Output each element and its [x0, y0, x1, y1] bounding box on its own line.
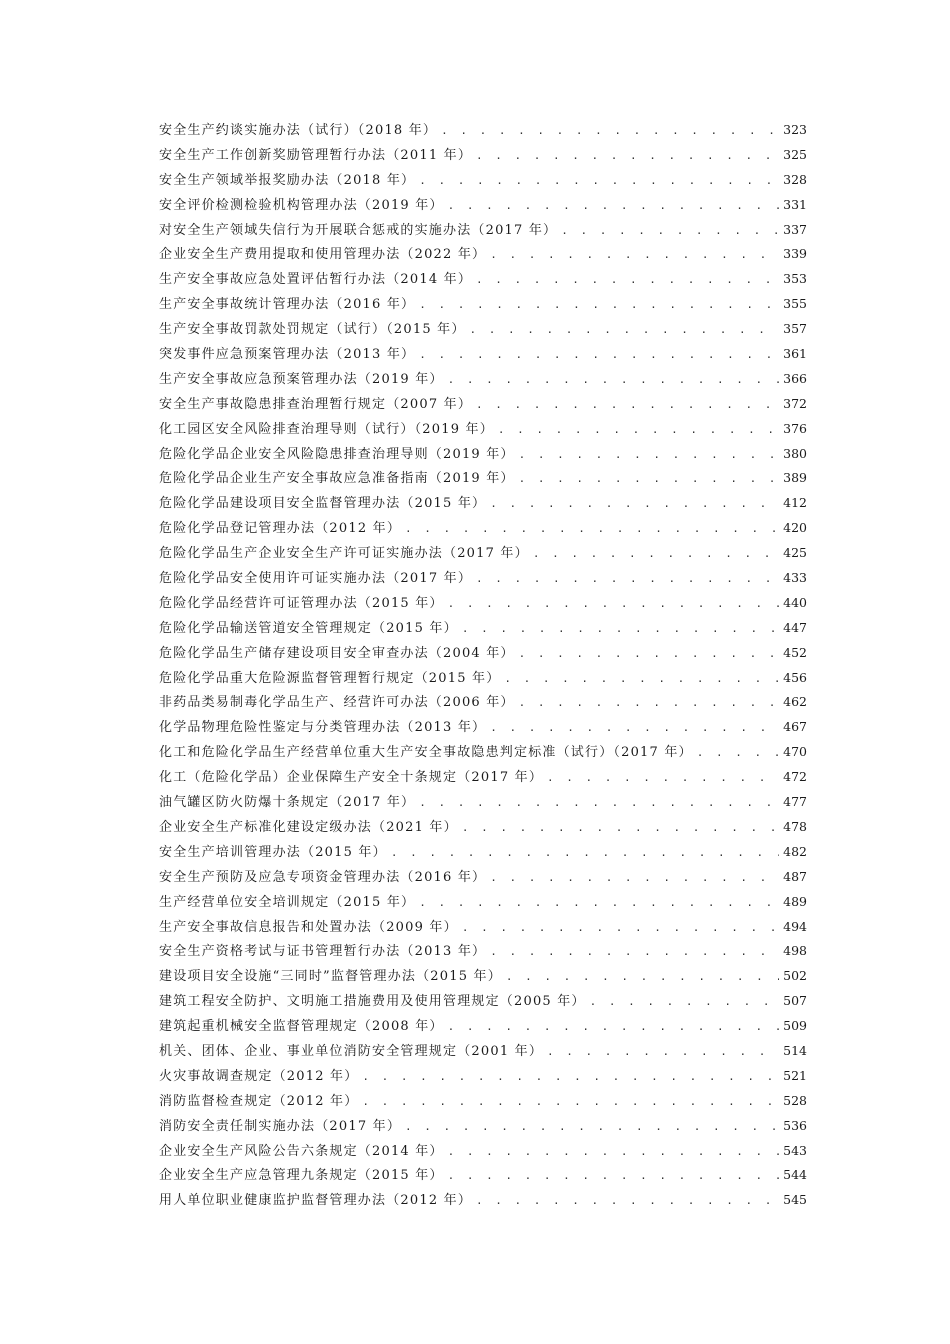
toc-dot-leader	[490, 492, 779, 517]
toc-entry-title: 建筑工程安全防护、文明施工措施费用及使用管理规定（2005 年）	[159, 994, 586, 1010]
toc-entry-page-number: 507	[783, 993, 807, 1009]
toc-entry	[159, 218, 807, 243]
toc-entry-page-number: 470	[783, 744, 807, 760]
toc-entry-title: 企业安全生产标准化建设定级办法（2021 年）	[159, 819, 458, 835]
toc-entry-title: 生产安全事故信息报告和处置办法（2009 年）	[159, 919, 458, 935]
toc-entry-title: 生产安全事故统计管理办法（2016 年）	[159, 297, 416, 313]
toc-dot-leader	[448, 1015, 779, 1040]
toc-entry	[159, 392, 807, 417]
toc-dot-leader	[462, 617, 779, 642]
toc-dot-leader	[462, 916, 779, 941]
toc-entry	[159, 964, 807, 989]
toc-entry	[159, 616, 807, 641]
toc-entry-page-number: 502	[783, 968, 807, 984]
toc-entry-page-number: 514	[783, 1042, 807, 1058]
toc-entry	[159, 342, 807, 367]
toc-entry-title: 消防安全责任制实施办法（2017 年）	[159, 1118, 402, 1134]
toc-entry-page-number: 487	[783, 868, 807, 884]
toc-entry-page-number: 447	[783, 619, 807, 635]
toc-dot-leader	[476, 393, 779, 418]
toc-entry-page-number: 328	[783, 171, 807, 187]
toc-dot-leader	[448, 194, 779, 219]
toc-entry-page-number: 339	[783, 246, 807, 262]
toc-dot-leader	[419, 169, 779, 194]
toc-entry-title: 突发事件应急预案管理办法（2013 年）	[159, 347, 416, 363]
toc-entry-title: 安全生产约谈实施办法（试行）（2018 年）	[159, 123, 438, 138]
toc-dot-leader	[462, 816, 779, 841]
toc-entry-page-number: 544	[783, 1167, 807, 1183]
toc-entry	[159, 466, 807, 491]
toc-entry-title: 化工园区安全风险排查治理导则（试行）（2019 年）	[159, 421, 494, 437]
toc-entry-page-number: 380	[783, 445, 807, 461]
toc-dot-leader	[405, 517, 779, 542]
toc-entry-page-number: 472	[783, 769, 807, 785]
toc-entry	[159, 690, 807, 715]
toc-entry	[159, 193, 807, 218]
toc-entry-title: 化工（危险化学品）企业保障生产安全十条规定（2017 年）	[159, 770, 544, 786]
toc-dot-leader	[561, 219, 779, 244]
toc-entry-page-number: 420	[783, 520, 807, 536]
toc-entry	[159, 715, 807, 740]
toc-entry	[159, 939, 807, 964]
toc-entry-page-number: 425	[783, 545, 807, 561]
toc-entry-title: 安全生产事故隐患排查治理暂行规定（2007 年）	[159, 396, 473, 412]
toc-dot-leader	[419, 891, 779, 916]
toc-entry	[159, 516, 807, 541]
toc-entry-title: 非药品类易制毒化学品生产、经营许可办法（2006 年）	[159, 695, 515, 711]
toc-entry-page-number: 412	[783, 495, 807, 511]
toc-entry-page-number: 477	[783, 794, 807, 810]
toc-entry	[159, 915, 807, 940]
toc-dot-leader	[519, 467, 779, 492]
toc-entry-page-number: 353	[783, 271, 807, 287]
toc-entry-page-number: 478	[783, 818, 807, 834]
toc-entry-title: 安全生产资格考试与证书管理暂行办法（2013 年）	[159, 944, 487, 960]
toc-entry	[159, 168, 807, 193]
toc-entry-page-number: 462	[783, 694, 807, 710]
toc-entry-title: 建设项目安全设施“三同时”监督管理办法（2015 年）	[159, 969, 502, 985]
toc-entry-page-number: 357	[783, 321, 807, 337]
toc-entry-page-number: 494	[783, 918, 807, 934]
toc-entry	[159, 815, 807, 840]
toc-entry-title: 企业安全生产费用提取和使用管理办法（2022 年）	[159, 247, 487, 263]
toc-dot-leader	[490, 243, 779, 268]
toc-dot-leader	[547, 1040, 779, 1065]
toc-dot-leader	[362, 1090, 779, 1115]
toc-entry-page-number: 482	[783, 843, 807, 859]
toc-entry-page-number: 376	[783, 420, 807, 436]
toc-entry-title: 火灾事故调查规定（2012 年）	[159, 1068, 359, 1084]
toc-entry-title: 企业安全生产风险公告六条规定（2014 年）	[159, 1143, 444, 1159]
toc-entry	[159, 317, 807, 342]
toc-entry-page-number: 456	[783, 669, 807, 685]
toc-entry-page-number: 433	[783, 570, 807, 586]
toc-entry-page-number: 452	[783, 644, 807, 660]
toc-entry-page-number: 355	[783, 296, 807, 312]
toc-entry-page-number: 366	[783, 370, 807, 386]
toc-dot-leader	[476, 268, 779, 293]
toc-entry-title: 危险化学品经营许可证管理办法（2015 年）	[159, 595, 444, 611]
toc-entry-page-number: 361	[783, 346, 807, 362]
toc-dot-leader	[519, 443, 779, 468]
toc-entry-title: 危险化学品输送管道安全管理规定（2015 年）	[159, 620, 458, 636]
toc-entry-title: 安全评价检测检验机构管理办法（2019 年）	[159, 197, 444, 213]
toc-entry-title: 危险化学品生产储存建设项目安全审查办法（2004 年）	[159, 645, 515, 661]
toc-entry-page-number: 389	[783, 470, 807, 486]
toc-entry-page-number: 323	[783, 122, 807, 137]
toc-entry	[159, 865, 807, 890]
toc-entry	[159, 1014, 807, 1039]
toc-entry	[159, 765, 807, 790]
toc-entry-title: 企业安全生产应急管理九条规定（2015 年）	[159, 1168, 444, 1184]
toc-entry-page-number: 337	[783, 221, 807, 237]
toc-entry	[159, 1114, 807, 1139]
toc-entry-title: 化工和危险化学品生产经营单位重大生产安全事故隐患判定标准（试行）（2017 年）	[159, 745, 693, 761]
toc-entry	[159, 242, 807, 267]
toc-dot-leader	[448, 1164, 779, 1189]
toc-entry	[159, 666, 807, 691]
toc-entry	[159, 1188, 807, 1213]
toc-entry	[159, 740, 807, 765]
toc-entry	[159, 1163, 807, 1188]
toc-entry-title: 生产安全事故应急处置评估暂行办法（2014 年）	[159, 272, 473, 288]
toc-dot-leader	[490, 716, 779, 741]
toc-dot-leader	[519, 691, 779, 716]
toc-entry-title: 安全生产领域举报奖励办法（2018 年）	[159, 172, 416, 188]
toc-entry	[159, 890, 807, 915]
toc-dot-leader	[419, 343, 779, 368]
toc-dot-leader	[448, 368, 779, 393]
toc-entry-title: 油气罐区防火防爆十条规定（2017 年）	[159, 795, 416, 811]
toc-dot-leader	[419, 293, 779, 318]
toc-entry-page-number: 440	[783, 594, 807, 610]
toc-entry-page-number: 372	[783, 395, 807, 411]
toc-entry-title: 危险化学品企业生产安全事故应急准备指南（2019 年）	[159, 471, 515, 487]
toc-entry-title: 生产安全事故罚款处罚规定（试行）（2015 年）	[159, 322, 466, 338]
toc-entry	[159, 989, 807, 1014]
toc-dot-leader	[391, 841, 779, 866]
toc-entry-title: 危险化学品建设项目安全监督管理办法（2015 年）	[159, 496, 487, 512]
toc-entry-title: 安全生产培训管理办法（2015 年）	[159, 844, 387, 860]
toc-dot-leader	[547, 766, 779, 791]
toc-dot-leader	[362, 1065, 779, 1090]
toc-entry	[159, 292, 807, 317]
toc-entry-page-number: 543	[783, 1142, 807, 1158]
toc-entry-title: 机关、团体、企业、事业单位消防安全管理规定（2001 年）	[159, 1043, 544, 1059]
toc-entry-title: 危险化学品企业安全风险隐患排查治理导则（2019 年）	[159, 446, 515, 462]
toc-entry-title: 生产安全事故应急预案管理办法（2019 年）	[159, 371, 444, 387]
toc-entry	[159, 267, 807, 292]
toc-entry	[159, 1139, 807, 1164]
toc-entry	[159, 367, 807, 392]
toc-entry-title: 生产经营单位安全培训规定（2015 年）	[159, 894, 416, 910]
toc-dot-leader	[519, 642, 779, 667]
toc-entry	[159, 491, 807, 516]
toc-entry-page-number: 528	[783, 1092, 807, 1108]
toc-entry-page-number: 467	[783, 719, 807, 735]
toc-entry	[159, 118, 807, 143]
toc-dot-leader	[476, 144, 779, 169]
toc-dot-leader	[490, 940, 779, 965]
toc-dot-leader	[476, 567, 779, 592]
toc-entry	[159, 641, 807, 666]
toc-entry-title: 危险化学品登记管理办法（2012 年）	[159, 521, 402, 537]
toc-dot-leader	[590, 990, 779, 1015]
toc-entry	[159, 541, 807, 566]
toc-entry-page-number: 545	[783, 1192, 807, 1208]
toc-dot-leader	[498, 418, 779, 443]
toc-entry-title: 消防监督检查规定（2012 年）	[159, 1093, 359, 1109]
toc-dot-leader	[533, 542, 779, 567]
toc-dot-leader	[490, 866, 779, 891]
toc-entry-page-number: 489	[783, 893, 807, 909]
toc-entry-title: 危险化学品生产企业安全生产许可证实施办法（2017 年）	[159, 546, 529, 562]
toc-dot-leader	[506, 965, 779, 990]
toc-entry	[159, 790, 807, 815]
toc-dot-leader	[504, 667, 779, 692]
toc-entry	[159, 417, 807, 442]
toc-dot-leader	[419, 791, 779, 816]
toc-entry-page-number: 509	[783, 1018, 807, 1034]
toc-entry-title: 安全生产预防及应急专项资金管理办法（2016 年）	[159, 869, 487, 885]
toc-entry	[159, 591, 807, 616]
toc-entry-page-number: 325	[783, 146, 807, 162]
toc-entry-title: 用人单位职业健康监护监督管理办法（2012 年）	[159, 1193, 473, 1209]
toc-dot-leader	[441, 119, 779, 144]
toc-entry	[159, 143, 807, 168]
toc-entry-page-number: 521	[783, 1067, 807, 1083]
toc-dot-leader	[476, 1189, 779, 1214]
toc-dot-leader	[405, 1115, 779, 1140]
toc-entry	[159, 442, 807, 467]
toc-dot-leader	[448, 1140, 779, 1165]
toc-entry	[159, 566, 807, 591]
toc-entry-title: 化学品物理危险性鉴定与分类管理办法（2013 年）	[159, 720, 487, 736]
toc-entry-title: 安全生产工作创新奖励管理暂行办法（2011 年）	[159, 147, 473, 163]
toc-entry-title: 危险化学品重大危险源监督管理暂行规定（2015 年）	[159, 670, 501, 686]
toc-entry-page-number: 498	[783, 943, 807, 959]
toc-entry-title: 建筑起重机械安全监督管理规定（2008 年）	[159, 1019, 444, 1035]
toc-entry-title: 对安全生产领域失信行为开展联合惩戒的实施办法（2017 年）	[159, 222, 558, 238]
toc-entry-page-number: 331	[783, 196, 807, 212]
toc-dot-leader	[470, 318, 779, 343]
toc-entry	[159, 1089, 807, 1114]
toc-entry-title: 危险化学品安全使用许可证实施办法（2017 年）	[159, 571, 473, 587]
toc-dot-leader	[448, 592, 779, 617]
toc-entry	[159, 840, 807, 865]
toc-entry	[159, 1064, 807, 1089]
toc-dot-leader	[697, 741, 779, 766]
toc-entry-page-number: 536	[783, 1117, 807, 1133]
toc-entry	[159, 1039, 807, 1064]
table-of-contents	[159, 118, 807, 1213]
